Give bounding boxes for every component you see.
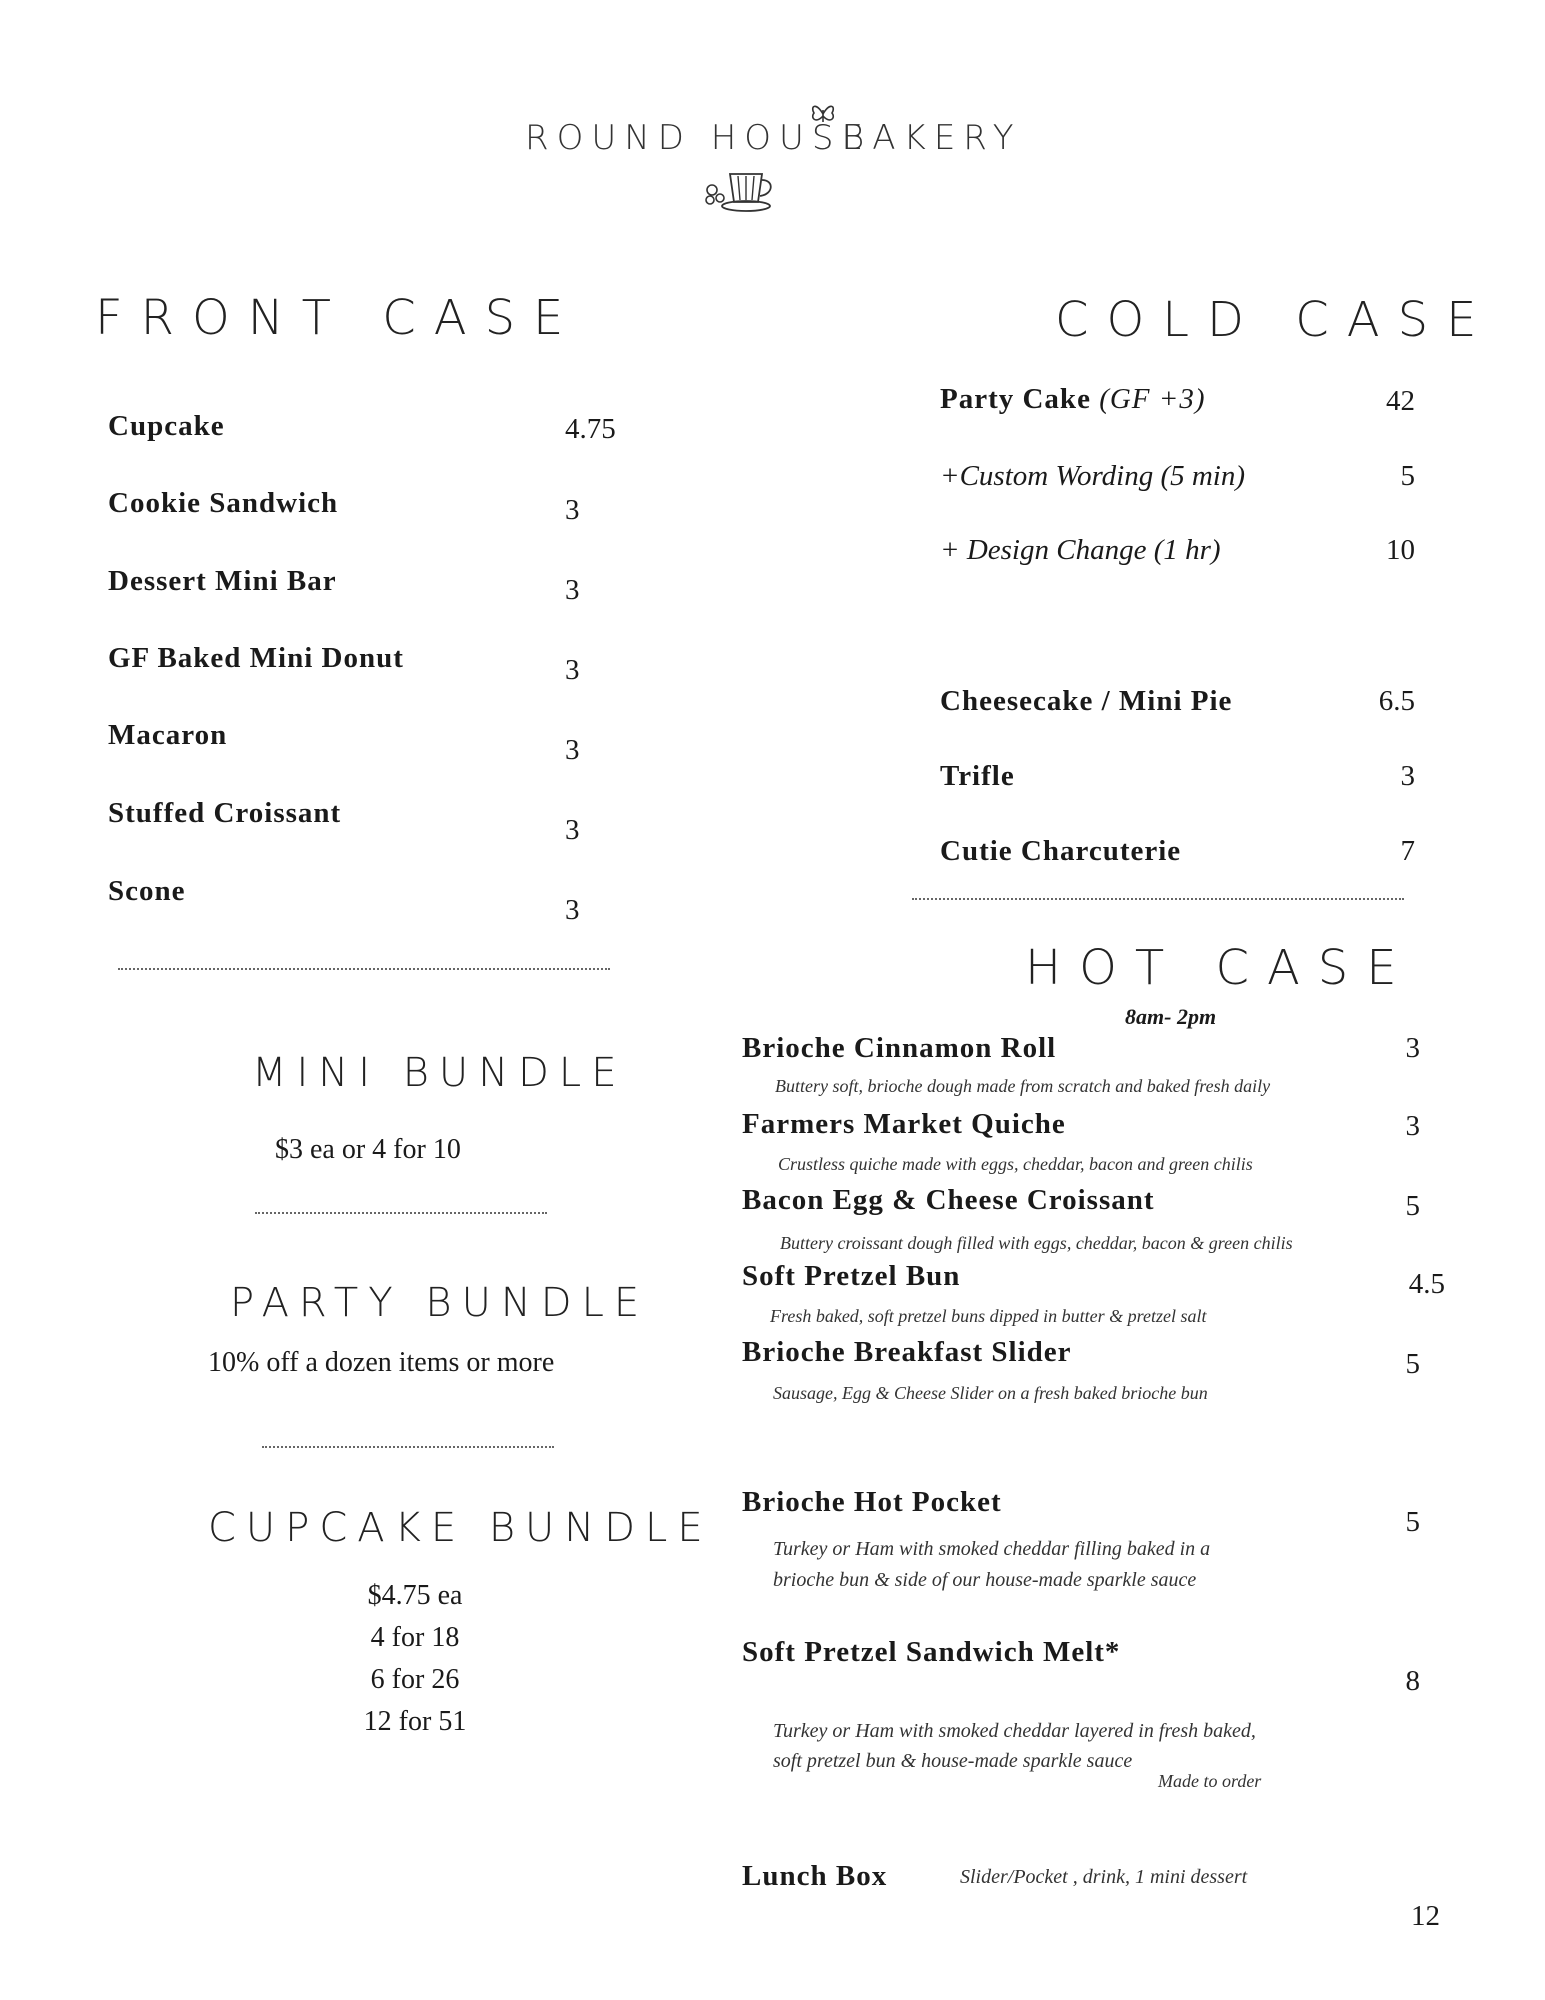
menu-item-name: GF Baked Mini Donut bbox=[108, 642, 404, 674]
menu-item-description: Turkey or Ham with smoked cheddar filling baked in a bbox=[773, 1538, 1211, 1560]
divider bbox=[912, 898, 1404, 900]
menu-item-name: Brioche Breakfast Slider bbox=[742, 1336, 1072, 1368]
menu-item-price: 3 bbox=[565, 654, 580, 686]
cupcake-bundle-title: CUPCAKE BUNDLE bbox=[208, 1505, 713, 1551]
menu-item-price: 3 bbox=[565, 494, 580, 526]
menu-item-price: 3 bbox=[1405, 1032, 1420, 1064]
menu-item-price: 3 bbox=[1400, 760, 1415, 792]
made-to-order-note: Made to order bbox=[1158, 1771, 1262, 1791]
menu-item-name: Brioche Hot Pocket bbox=[742, 1486, 1002, 1518]
menu-item-name: Soft Pretzel Bun bbox=[742, 1260, 961, 1292]
menu-item-name: Cheesecake / Mini Pie bbox=[940, 685, 1233, 717]
menu-item-price: 10 bbox=[1386, 534, 1415, 566]
menu-item-name: Cutie Charcuterie bbox=[940, 835, 1182, 867]
divider bbox=[262, 1446, 554, 1448]
cupcake-bundle-line: 12 for 51 bbox=[363, 1706, 467, 1737]
divider bbox=[255, 1212, 547, 1214]
menu-item-description: Buttery soft, brioche dough made from scratch and baked fresh daily bbox=[775, 1076, 1271, 1096]
menu-item-price: 5 bbox=[1405, 1190, 1420, 1222]
menu-item-description: Fresh baked, soft pretzel buns dipped in butter & pretzel salt bbox=[770, 1306, 1207, 1326]
menu-item-name: Macaron bbox=[108, 719, 228, 751]
menu-item-price: 3 bbox=[565, 574, 580, 606]
menu-item-description: soft pretzel bun & house-made sparkle sauce bbox=[773, 1750, 1133, 1772]
menu-item-price: 5 bbox=[1405, 1348, 1420, 1380]
cold-case-title: COLD CASE bbox=[1055, 292, 1495, 348]
brand-name-left: ROUND HOUSE bbox=[525, 118, 871, 158]
front-case-title: FRONT CASE bbox=[95, 290, 582, 346]
menu-item-price: 8 bbox=[1405, 1665, 1420, 1697]
menu-item-price: 3 bbox=[1405, 1110, 1420, 1142]
party-cake-note: (GF +3) bbox=[1099, 383, 1206, 415]
menu-item-name: +Custom Wording (5 min) bbox=[940, 460, 1246, 492]
menu-item-name: Lunch Box bbox=[742, 1860, 888, 1892]
menu-item-description: Slider/Pocket , drink, 1 mini dessert bbox=[960, 1866, 1248, 1888]
cupcake-bundle-line: 6 for 26 bbox=[370, 1664, 460, 1695]
menu-item-price: 7 bbox=[1400, 835, 1415, 867]
cupcake-bundle-line: $4.75 ea bbox=[367, 1580, 463, 1611]
menu-item-price: 4.75 bbox=[565, 413, 616, 445]
menu-item-price: 3 bbox=[565, 734, 580, 766]
menu-item-name: Trifle bbox=[940, 760, 1015, 792]
party-bundle-title: PARTY BUNDLE bbox=[230, 1280, 650, 1326]
menu-item-description: Sausage, Egg & Cheese Slider on a fresh baked brioche bun bbox=[773, 1383, 1208, 1403]
menu-item-price: 3 bbox=[565, 894, 580, 926]
butterfly-icon bbox=[808, 100, 838, 133]
menu-item-name: Dessert Mini Bar bbox=[108, 565, 337, 597]
party-cake-name: Party Cake bbox=[940, 383, 1091, 415]
menu-item-name: Bacon Egg & Cheese Croissant bbox=[742, 1184, 1155, 1216]
menu-item-price: 5 bbox=[1405, 1506, 1420, 1538]
menu-item-name: Cupcake bbox=[108, 410, 225, 442]
menu-item-price: 5 bbox=[1400, 460, 1415, 492]
menu-item-description: Buttery croissant dough filled with eggs, cheddar, bacon & green chilis bbox=[780, 1233, 1293, 1253]
menu-item-price: 42 bbox=[1386, 385, 1415, 417]
menu-item-name: Scone bbox=[108, 875, 186, 907]
party-bundle-text: 10% off a dozen items or more bbox=[208, 1347, 555, 1378]
menu-item-price: 6.5 bbox=[1378, 685, 1415, 717]
menu-item-price: 4.5 bbox=[1408, 1268, 1445, 1300]
menu-item-name: Soft Pretzel Sandwich Melt* bbox=[742, 1636, 1121, 1668]
brand-name-right: BAKERY bbox=[842, 118, 1022, 158]
menu-item-price: 12 bbox=[1411, 1900, 1440, 1932]
menu-item-description: Turkey or Ham with smoked cheddar layered in fresh baked, bbox=[773, 1720, 1256, 1742]
divider bbox=[118, 968, 610, 970]
menu-item-name: Stuffed Croissant bbox=[108, 797, 342, 829]
menu-item-name: Cookie Sandwich bbox=[108, 487, 339, 519]
menu-item-description: Crustless quiche made with eggs, cheddar, bacon and green chilis bbox=[778, 1154, 1253, 1174]
cupcake-bundle-line: 4 for 18 bbox=[370, 1622, 460, 1653]
menu-item-price: 3 bbox=[565, 814, 580, 846]
mini-bundle-title: MINI BUNDLE bbox=[252, 1050, 627, 1096]
menu-item-name: Farmers Market Quiche bbox=[742, 1108, 1066, 1140]
hot-case-title: HOT CASE bbox=[1025, 940, 1415, 996]
menu-item-description: brioche bun & side of our house-made sparkle sauce bbox=[773, 1569, 1197, 1591]
menu-item-name: Brioche Cinnamon Roll bbox=[742, 1032, 1057, 1064]
teacup-icon bbox=[700, 168, 780, 219]
menu-item-name bbox=[940, 383, 1205, 416]
menu-item-name: + Design Change (1 hr) bbox=[940, 534, 1221, 566]
hot-case-hours: 8am- 2pm bbox=[1125, 1004, 1217, 1029]
mini-bundle-text: $3 ea or 4 for 10 bbox=[275, 1134, 461, 1165]
